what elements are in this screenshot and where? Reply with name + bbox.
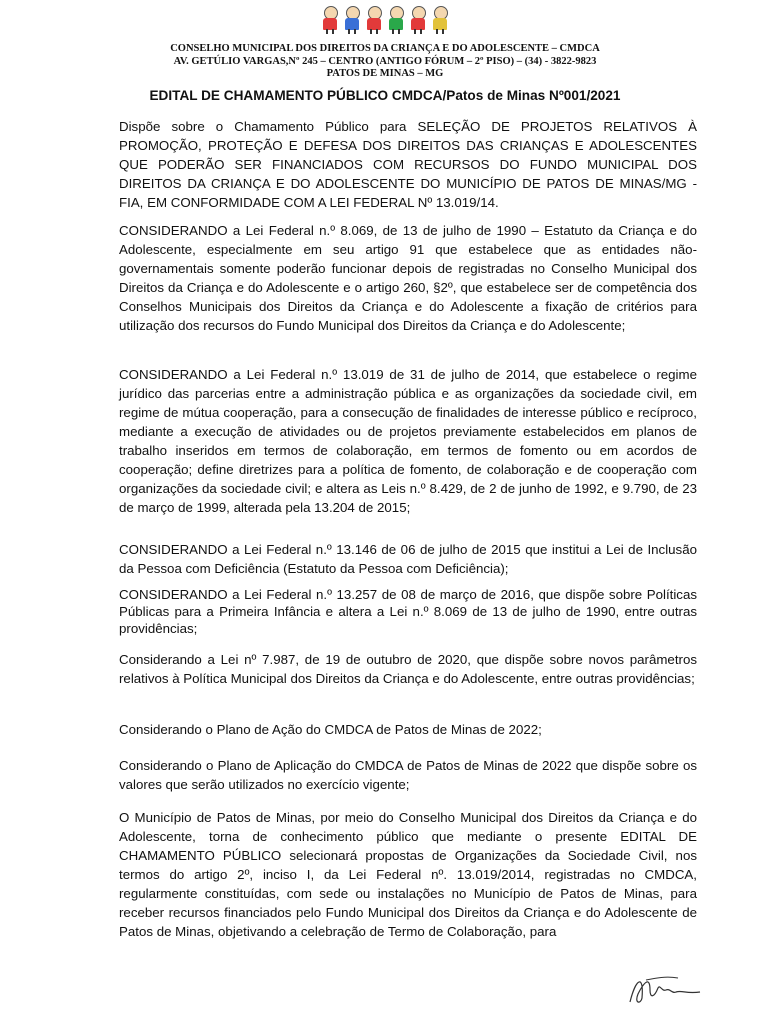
signature-icon bbox=[626, 968, 706, 1008]
letterhead bbox=[0, 43, 770, 81]
letterhead-line-1: CONSELHO MUNICIPAL DOS DIREITOS DA CRIANÇA E DO ADOLESCENTE – CMDCA bbox=[170, 43, 600, 54]
child-figure-icon bbox=[387, 6, 405, 34]
considerando-paragraph-6: Considerando o Plano de Ação do CMDCA de Patos de Minas de 2022; bbox=[119, 722, 542, 737]
considerando-paragraph-5: Considerando a Lei nº 7.987, de 19 de outubro de 2020, que dispõe sobre novos parâmetros relativos à Política Municipal dos Direitos da Criança e do Adolescente, entre outras providências; bbox=[119, 652, 697, 686]
child-figure-icon bbox=[365, 6, 383, 34]
cmdca-logo bbox=[0, 6, 770, 34]
letterhead-line-3: PATOS DE MINAS – MG bbox=[326, 68, 444, 79]
letterhead-line-2: AV. GETÚLIO VARGAS,Nº 245 – CENTRO (ANTIGO FÓRUM – 2º PISO) – (34) - 3822-9823 bbox=[173, 55, 597, 67]
considerando-paragraph-4: CONSIDERANDO a Lei Federal n.º 13.257 de 08 de março de 2016, que dispõe sobre Políticas Públicas para a Primeira Infância e altera a Lei n.º 8.069 de 13 de julho de 1990, entre outras providências; bbox=[119, 587, 697, 636]
considerando-paragraph-7: Considerando o Plano de Aplicação do CMDCA de Patos de Minas de 2022 que dispõe sobre os valores que serão utilizados no exercício vigente; bbox=[119, 758, 697, 792]
child-figure-icon bbox=[409, 6, 427, 34]
child-figure-icon bbox=[321, 6, 339, 34]
considerando-paragraph-1: CONSIDERANDO a Lei Federal n.º 8.069, de 13 de julho de 1990 – Estatuto da Criança e do Adolescente, especialmente em seu artigo 91 que estabelece que as entidades não-governamentais somente poderão funcionar depois de registradas no Conselho Municipal dos Direitos da Criança e do Adolescente e o artigo 260, §2º, que estabelece ser de competência dos Conselhos Municipais dos Direitos da Criança e do Adolescente a fixação de critérios para utilização dos recursos do Fundo Municipal dos Direitos da Criança e do Adolescente; bbox=[119, 223, 697, 333]
document-title: EDITAL DE CHAMAMENTO PÚBLICO CMDCA/Patos de Minas Nº001/2021 bbox=[149, 88, 621, 103]
child-figure-icon bbox=[343, 6, 361, 34]
considerando-paragraph-3: CONSIDERANDO a Lei Federal n.º 13.146 de 06 de julho de 2015 que institui a Lei de Inclusão da Pessoa com Deficiência (Estatuto da Pessoa com Deficiência); bbox=[119, 542, 697, 576]
preamble-paragraph: Dispõe sobre o Chamamento Público para SELEÇÃO DE PROJETOS RELATIVOS À PROMOÇÃO, PROTEÇÃO E DEFESA DOS DIREITOS DAS CRIANÇAS E ADOLESCENTES QUE PODERÃO SER FINANCIADOS COM RECURSOS DO FUNDO MUNICIPAL DOS DIREITOS DA CRIANÇA E DO ADOLESCENTE DO MUNICÍPIO DE PATOS DE MINAS/MG - FIA, EM CONFORMIDADE COM A LEI FEDERAL Nº 13.019/14. bbox=[119, 119, 697, 210]
main-body-paragraph: O Município de Patos de Minas, por meio do Conselho Municipal dos Direitos da Criança e do Adolescente, torna de conhecimento público que mediante o presente EDITAL DE CHAMAMENTO PÚBLICO selecionará propostas de Organizações da Sociedade Civil, nos termos do artigo 2º, inciso I, da Lei Federal nº. 13.019/2014, registradas no CMDCA, regularmente constituídas, com sede ou instalações no Município de Patos de Minas, para receber recursos financiados pelo Fundo Municipal dos Direitos da Criança e do Adolescente de Patos de Minas, objetivando a celebração de Termo de Colaboração, para bbox=[119, 810, 697, 939]
child-figure-icon bbox=[431, 6, 449, 34]
considerando-paragraph-2: CONSIDERANDO a Lei Federal n.º 13.019 de 31 de julho de 2014, que estabelece o regime jurídico das parcerias entre a administração pública e as organizações da sociedade civil, em regime de mútua cooperação, para a consecução de finalidades de interesse público e recíproco, mediante a execução de atividades ou de projetos previamente estabelecidos em planos de trabalho inseridos em termos de colaboração, em termos de fomento ou em acordos de cooperação; define diretrizes para a política de fomento, de colaboração e de cooperação com organizações da sociedade civil; e altera as Leis n.º 8.429, de 2 de junho de 1992, e 9.790, de 23 de março de 1999, alterada pela 13.204 de 2015; bbox=[119, 367, 697, 515]
